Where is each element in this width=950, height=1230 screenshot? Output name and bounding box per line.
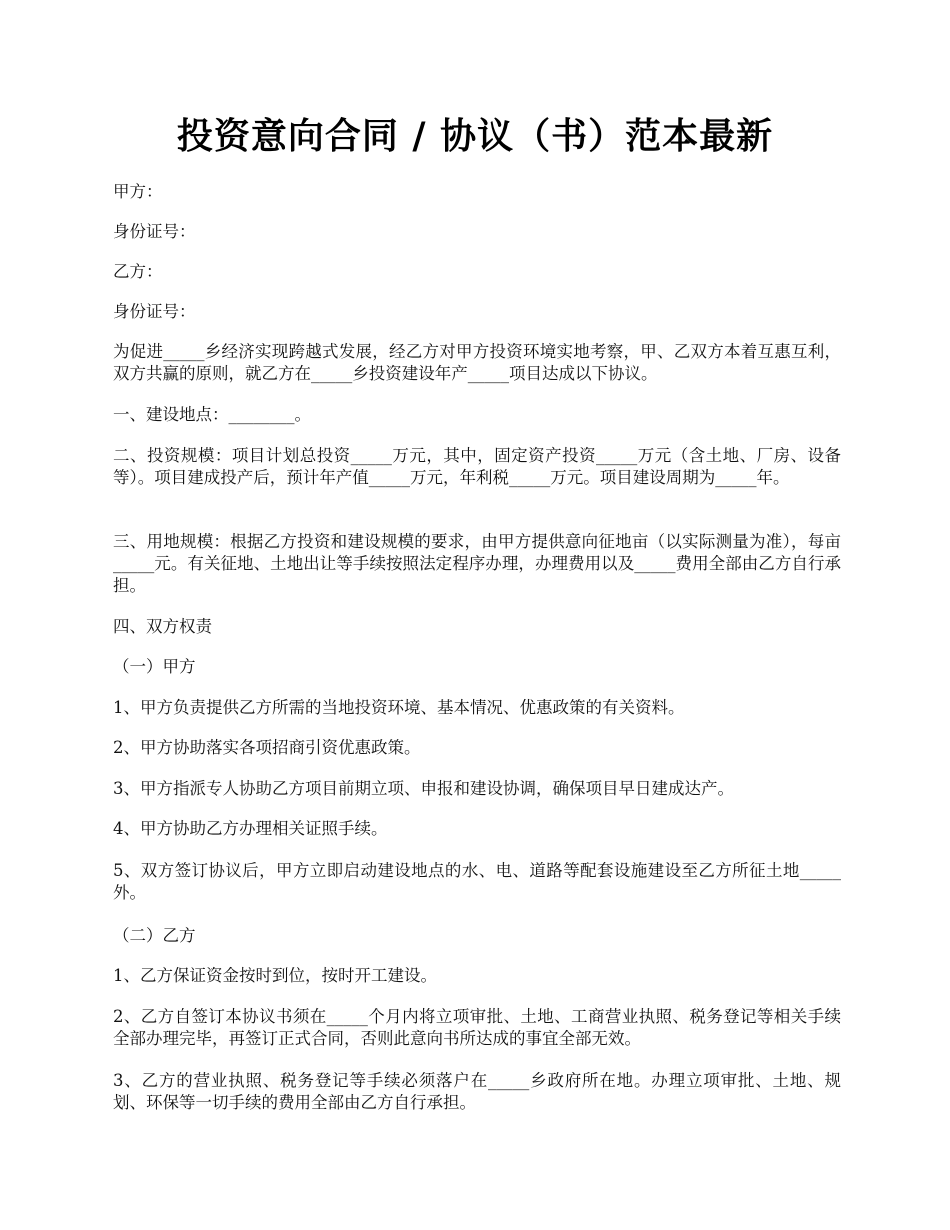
party-a-item-5: 5、双方签订协议后，甲方立即启动建设地点的水、电、道路等配套设施建设至乙方所征土地_____外。: [113, 861, 841, 902]
clause-2-investment: 二、投资规模：项目计划总投资_____万元，其中，固定资产投资_____万元（含土地、厂房、设备等）。项目建成投产后，预计年产值_____万元，年利税_____万元。项目建设周期为_____年。: [113, 446, 841, 487]
party-a-item-4: 4、甲方协助乙方办理相关证照手续。: [113, 819, 388, 838]
document-title: 投资意向合同 / 协议（书）范本最新: [176, 115, 774, 157]
party-a-item-2: 2、甲方协助落实各项招商引资优惠政策。: [113, 738, 421, 757]
party-a-item-1: 1、甲方负责提供乙方所需的当地投资环境、基本情况、优惠政策的有关资料。: [113, 698, 685, 717]
party-b-item-3: 3、乙方的营业执照、税务登记等手续必须落户在_____乡政府所在地。办理立项审批、土地、规划、环保等一切手续的费用全部由乙方自行承担。: [113, 1071, 841, 1112]
party-b-id-label: 身份证号：: [113, 302, 196, 321]
party-b-item-1: 1、乙方保证资金按时到位，按时开工建设。: [113, 966, 437, 985]
party-a-id-label: 身份证号：: [113, 222, 196, 241]
clause-3-land: 三、用地规模：根据乙方投资和建设规模的要求，由甲方提供意向征地亩（以实际测量为准），每亩_____元。有关征地、土地出让等手续按照法定程序办理，办理费用以及_____费用全部由乙方自行承担。: [113, 532, 841, 595]
clause-1-location: 一、建设地点：________。: [113, 405, 311, 424]
clause-4-heading: 四、双方权责: [113, 617, 212, 636]
party-a-label: 甲方：: [113, 182, 163, 201]
party-b-label: 乙方：: [113, 262, 163, 281]
preamble-paragraph: 为促进_____乡经济实现跨越式发展，经乙方对甲方投资环境实地考察，甲、乙双方本着互惠互利，双方共赢的原则，就乙方在_____乡投资建设年产_____项目达成以下协议。: [113, 342, 841, 383]
party-b-section-heading: （二）乙方: [113, 926, 196, 945]
party-b-item-2: 2、乙方自签订本协议书须在_____个月内将立项审批、土地、工商营业执照、税务登记等相关手续全部办理完毕，再签订正式合同，否则此意向书所达成的事宜全部无效。: [113, 1007, 841, 1048]
party-a-item-3: 3、甲方指派专人协助乙方项目前期立项、申报和建设协调，确保项目早日建成达产。: [113, 779, 734, 798]
party-a-section-heading: （一）甲方: [113, 657, 196, 676]
